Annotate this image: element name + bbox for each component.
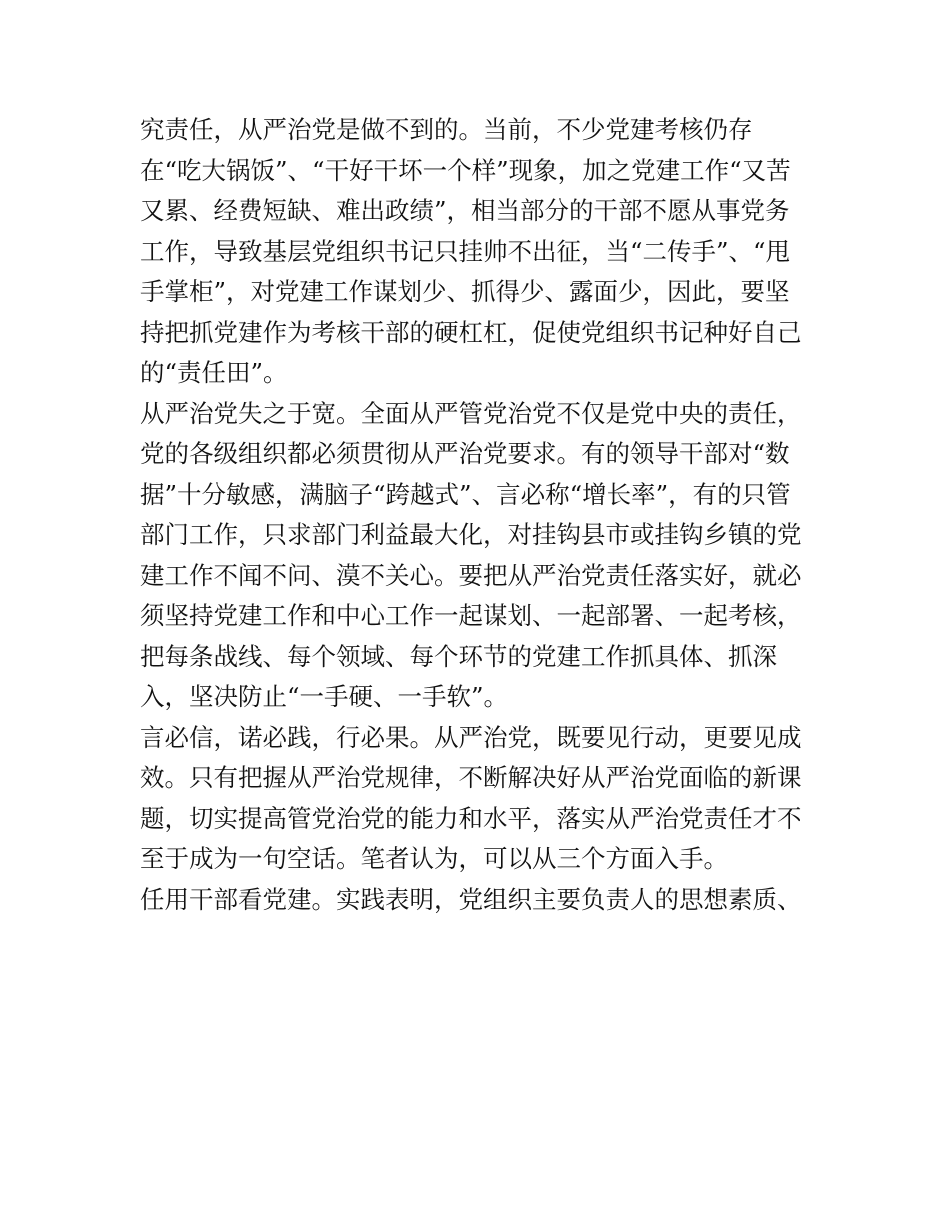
document-body xyxy=(140,110,820,920)
text-line: 的“责任田”。 xyxy=(140,358,288,387)
text-line: 持把抓党建作为考核干部的硬杠杠，促使党组织书记种好自己 xyxy=(140,317,802,347)
paragraph-4 xyxy=(140,880,820,921)
text-line: 入，坚决防止“一手硬、一手软”。 xyxy=(140,682,509,711)
text-line: 又累、经费短缺、难出政绩”，相当部分的干部不愿从事党务 xyxy=(140,196,790,225)
text-line: 从严治党失之于宽。全面从严管党治党不仅是党中央的责任， xyxy=(140,398,802,428)
text-line: 把每条战线、每个领域、每个环节的党建工作抓具体、抓深 xyxy=(140,641,777,671)
text-line: 任用干部看党建。实践表明，党组织主要负责人的思想素质、 xyxy=(140,884,802,914)
text-line: 手掌柜”，对党建工作谋划少、抓得少、露面少，因此，要坚 xyxy=(140,277,790,306)
text-line: 在“吃大锅饭”、“干好干坏一个样”现象，加之党建工作“又苦 xyxy=(140,155,791,185)
text-line: 建工作不闻不问、漠不关心。要把从严治党责任落实好，就必 xyxy=(140,560,802,590)
paragraph-3 xyxy=(140,718,820,880)
text-line: 效。只有把握从严治党规律，不断解决好从严治党面临的新课 xyxy=(140,763,802,792)
text-line: 至于成为一句空话。笔者认为，可以从三个方面入手。 xyxy=(140,844,728,873)
text-line: 究责任，从严治党是做不到的。当前，不少党建考核仍存 xyxy=(140,115,753,144)
text-line: 工作，导致基层党组织书记只挂帅不出征，当“二传手”、“甩 xyxy=(140,236,791,266)
paragraph-2 xyxy=(140,394,820,718)
text-line: 言必信，诺必践，行必果。从严治党，既要见行动，更要见成 xyxy=(140,722,802,752)
text-line: 部门工作，只求部门利益最大化，对挂钩县市或挂钩乡镇的党 xyxy=(140,520,802,549)
text-line: 党的各级组织都必须贯彻从严治党要求。有的领导干部对“数 xyxy=(140,439,790,468)
text-line: 题，切实提高管党治党的能力和水平，落实从严治党责任才不 xyxy=(140,803,802,833)
text-line: 据”十分敏感，满脑子“跨越式”、言必称“增长率”，有的只管 xyxy=(140,479,791,509)
text-line: 须坚持党建工作和中心工作一起谋划、一起部署、一起考核， xyxy=(140,601,802,630)
paragraph-1 xyxy=(140,110,820,394)
